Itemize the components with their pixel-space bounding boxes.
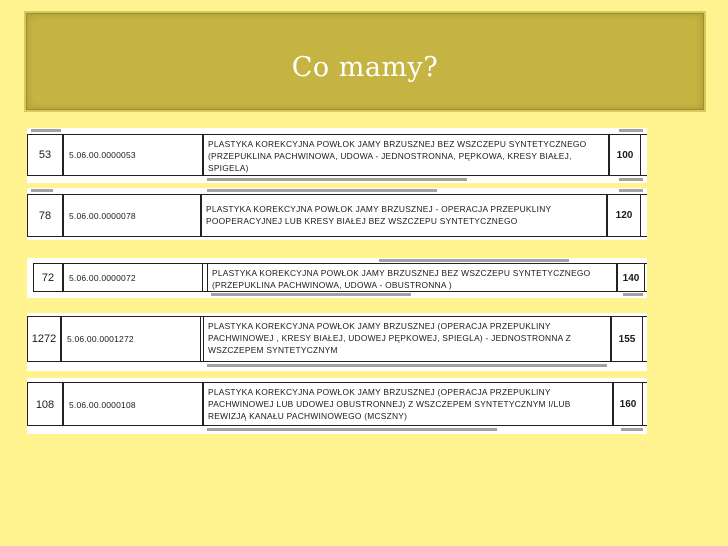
row-code: 5.06.00.0000108 (63, 383, 203, 426)
row-number: 1272 (27, 317, 61, 361)
row-description: PLASTYKA KOREKCYJNA POWŁOK JAMY BRZUSZNEJ BEZ WSZCZEPU SYNTETYCZNEGO (PRZEPUKLINA PACHWINOWA, UDOWA - JEDNOSTRONNA, PĘPKOWA, KRESY BIAŁEJ, SPIGELA) (203, 135, 609, 175)
row-number: 72 (33, 264, 63, 292)
row-code: 5.06.00.0001272 (61, 317, 201, 361)
title-bar (26, 13, 704, 110)
row-number: 78 (27, 195, 63, 236)
row-points: 120 (607, 195, 641, 236)
table-fragment-1 (27, 128, 647, 183)
row-number: 108 (27, 383, 63, 426)
row-points: 155 (611, 317, 643, 361)
row-points: 100 (609, 135, 641, 175)
row-description: PLASTYKA KOREKCYJNA POWŁOK JAMY BRZUSZNEJ BEZ WSZCZEPU SYNTETYCZNEGO (PRZEPUKLINA PACHWINOWA, UDOWA - OBUSTRONNA ) (207, 264, 617, 292)
row-description: PLASTYKA KOREKCYJNA POWŁOK JAMY BRZUSZNEJ (OPERACJA PRZEPUKLINY PACHWINOWEJ LUB UDOWEJ OBUSTRONNEJ) Z WSZCZEPEM SYNTETYCZNYM I/LUB REWIZJĄ KANAŁU PACHWINOWEGO (MCSZNY) (203, 383, 613, 426)
row-description: PLASTYKA KOREKCYJNA POWŁOK JAMY BRZUSZNEJ (OPERACJA PRZEPUKLINY PACHWINOWEJ , KRESY BIAŁEJ, UDOWEJ PĘPKOWEJ, SPIEGLA) - JEDNOSTRONNA Z WSZCZEPEM SYNTETYCZNYM (203, 317, 611, 361)
row-code: 5.06.00.0000053 (63, 135, 203, 175)
row-points: 140 (617, 264, 645, 292)
slide-title: Co mamy? (291, 52, 439, 83)
row-points: 160 (613, 383, 643, 426)
table-fragment-2 (27, 188, 647, 240)
row-number: 53 (27, 135, 63, 175)
table-fragment-4 (27, 313, 647, 371)
table-fragment-3 (27, 258, 647, 298)
row-description: PLASTYKA KOREKCYJNA POWŁOK JAMY BRZUSZNEJ - OPERACJA PRZEPUKLINY POOPERACYJNEJ LUB KRESY BIAŁEJ BEZ WSZCZEPU SYNTETYCZNEGO (201, 195, 607, 236)
row-code: 5.06.00.0000072 (63, 264, 203, 292)
table-fragment-5 (27, 378, 647, 434)
row-code: 5.06.00.0000078 (63, 195, 201, 236)
